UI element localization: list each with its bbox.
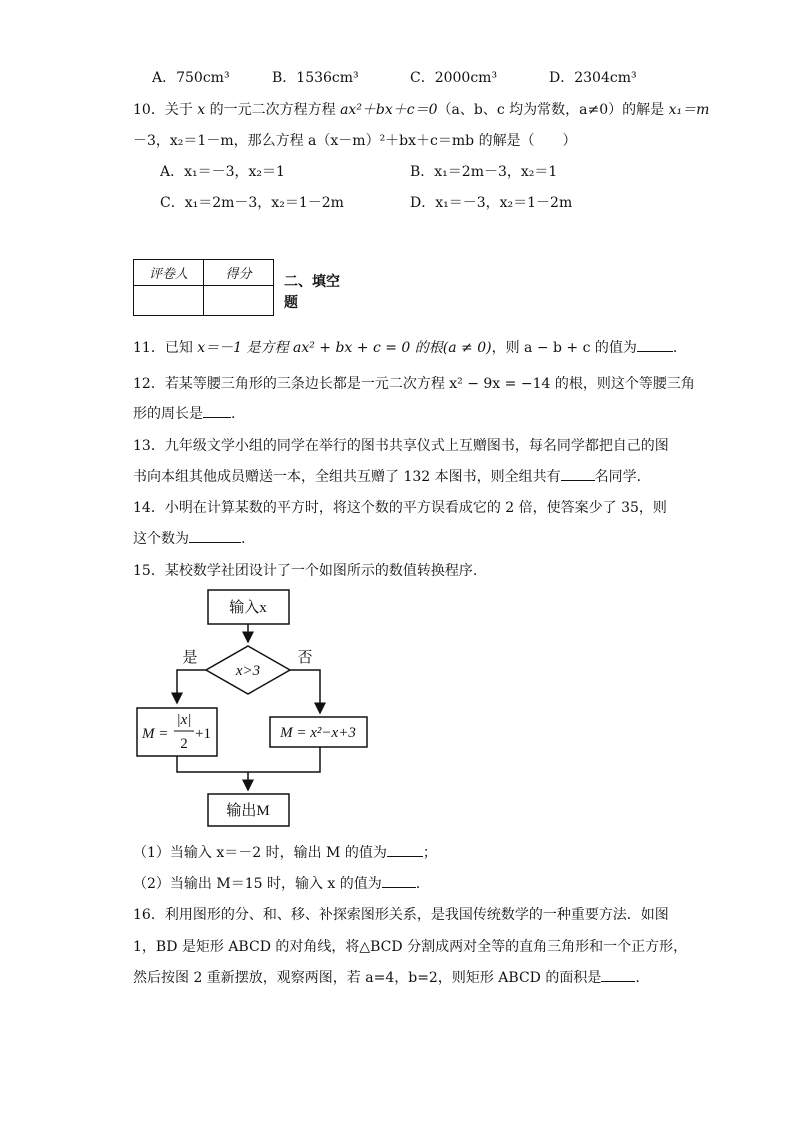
q10-option-d: D．x₁＝－3，x₂＝1－2m: [410, 195, 573, 211]
q10-option-a: A．x₁＝－3，x₂＝1: [160, 164, 285, 180]
q11-ask: ，则 a − b + c 的值为: [491, 340, 637, 356]
q14-text: 这个数为: [133, 531, 189, 547]
q15-part1-blank[interactable]: [387, 844, 423, 857]
q15-part1-text: （1）当输入 x＝－2 时，输出 M 的值为: [133, 845, 387, 861]
left-formula-denominator: 2: [180, 736, 188, 752]
left-formula-m: M =: [142, 726, 169, 742]
score-header: 得分: [204, 260, 274, 286]
q11-equation: x＝－1 是方程 ax² + bx + c = 0 的根: [197, 340, 443, 356]
q13-line1: 13．九年级文学小组的同学在举行的图书共享仪式上互赠图书，每名同学都把自己的图: [133, 438, 669, 454]
q14-end: .: [241, 531, 246, 547]
q15-part2-blank[interactable]: [382, 875, 416, 888]
q10-var-x: x: [197, 102, 206, 118]
q16-text: 然后按图 2 重新摆放，观察两图，若 a=4，b=2，则矩形 ABCD 的面积是: [133, 970, 602, 986]
right-formula: M = x²−x+3: [280, 725, 356, 741]
section-title-cont: 题: [284, 295, 298, 311]
q13-text: 书向本组其他成员赠送一本，全组共互赠了 132 本图书，则全组共有: [133, 469, 561, 485]
q12-text: 形的周长是: [133, 406, 203, 422]
q15-stem: 15．某校数学社团设计了一个如图所示的数值转换程序.: [133, 563, 478, 579]
no-label: 否: [297, 650, 313, 666]
q15-part2-text: （2）当输出 M＝15 时，输入 x 的值为: [133, 876, 382, 892]
q10-equation: ax²＋bx＋c＝0: [340, 102, 438, 118]
q10-line2: －3，x₂＝1－m，那么方程 a（x－m）²＋bx＋c＝mb 的解是（ ）: [133, 133, 577, 149]
output-label: 输出M: [226, 803, 270, 819]
q11-condition: (a ≠ 0): [442, 340, 492, 356]
q10-text: 的一元二次方程方程: [205, 102, 341, 118]
yes-label: 是: [182, 650, 198, 666]
q11-prefix: 11．已知: [133, 340, 198, 356]
q9-option-a: A．750cm³: [152, 70, 230, 86]
q11-end: .: [672, 340, 678, 356]
condition-label: x>3: [235, 663, 261, 679]
q16-line3: [133, 967, 640, 987]
left-formula-numerator: |x|: [176, 712, 192, 728]
input-label: 输入x: [229, 600, 267, 616]
q16-line1: 16．利用图形的分、和、移、补探索图形关系，是我国传统数学的一种重要方法．如图: [133, 907, 669, 923]
q10-option-b: B．x₁＝2m－3，x₂＝1: [410, 164, 558, 180]
q13-end: 名同学.: [594, 469, 642, 485]
q16-answer-blank[interactable]: [601, 969, 635, 982]
q9-option-d: D．2304cm³: [549, 70, 637, 86]
q12-line1: 12．若某等腰三角形的三条边长都是一元二次方程 x² − 9x = −14 的根，则这个等腰三角: [133, 376, 695, 392]
q16-end: .: [635, 970, 640, 986]
q15-part2: [133, 873, 420, 893]
q16-line2: 1，BD 是矩形 ABCD 的对角线，将△BCD 分割成两对全等的直角三角形和一个正方形，: [133, 939, 688, 955]
section-title: 二、填空: [284, 274, 340, 290]
q15-part1-end: ；: [422, 845, 437, 861]
q14-line1: 14．小明在计算某数的平方时，将这个数的平方误看成它的 2 倍，使答案少了 35，则: [133, 500, 667, 516]
q10-solution: x₁＝m: [668, 102, 710, 118]
q12-end: .: [231, 406, 236, 422]
q9-option-c: C．2000cm³: [410, 70, 498, 86]
q15-part1: [133, 842, 437, 862]
q10-prefix: 10．关于: [133, 102, 198, 118]
q10-condition: （a、b、c 均为常数，a≠0）的解是: [437, 102, 669, 118]
q10-option-c: C．x₁＝2m－3，x₂＝1－2m: [160, 195, 344, 211]
q15-part2-end: .: [415, 876, 421, 892]
q9-option-b: B．1536cm³: [272, 70, 359, 86]
reviewer-header: 评卷人: [134, 260, 204, 286]
left-formula-plus: +1: [195, 726, 211, 742]
